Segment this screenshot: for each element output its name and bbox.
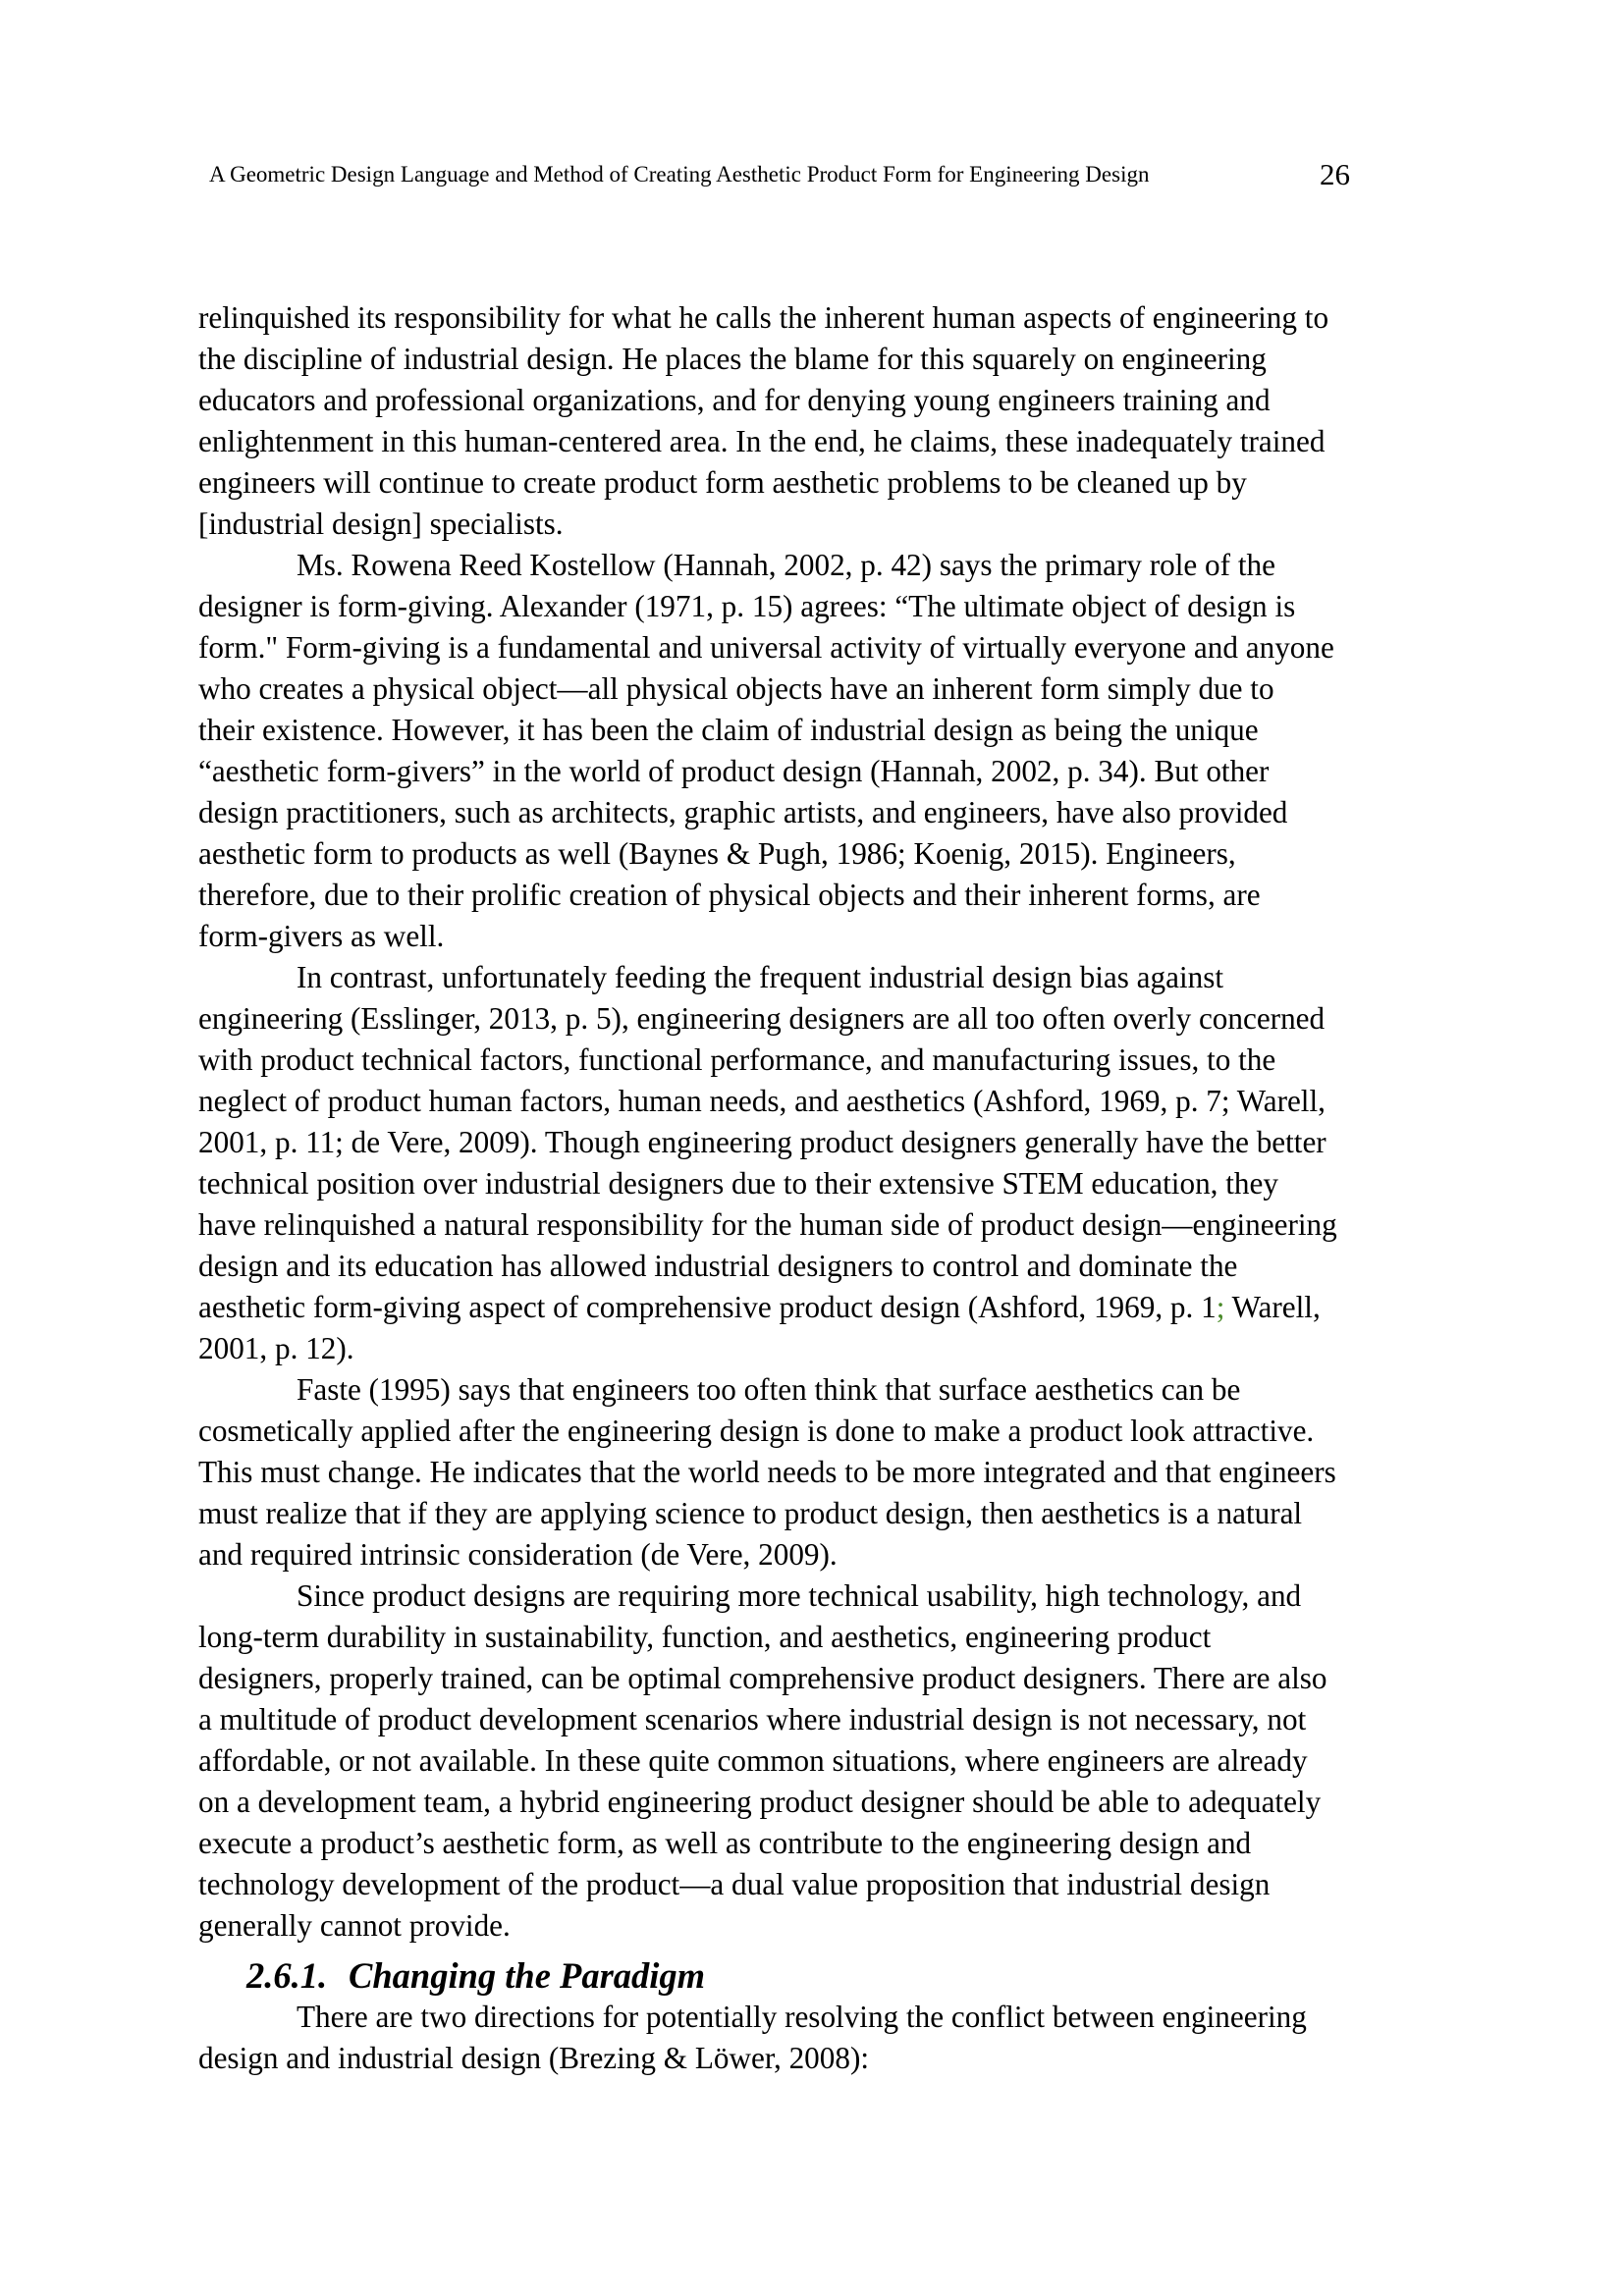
section-title: Changing the Paradigm	[349, 1955, 706, 1996]
paragraph-faste: Faste (1995) says that engineers too often think that surface aesthetics can be cosmetically applied after the engineering design is done to make a product look attractive. This must change. He indicates that the world needs to be more integrated and that engineers must realize that if they are applying science to product design, then aesthetics is a natural and required intrinsic consideration (de Vere, 2009).	[198, 1372, 1336, 1572]
paragraph-continuation: relinquished its responsibility for what he calls the inherent human aspects of engineering to the discipline of industrial design. He places the blame for this squarely on engineering educators and professional organizations, and for denying young engineers training and enlightenment in this human-centered area. In the end, he claims, these inadequately trained engineers will continue to create product form aesthetic problems to be cleaned up by [industrial design] specialists.	[198, 300, 1329, 541]
paragraph-text-end: Warell, 2001, p. 12).	[198, 1290, 1321, 1365]
paragraph-hybrid-designer: Since product designs are requiring more technical usability, high technology, and long-term durability in sustainability, function, and aesthetics, engineering product designers, properly trained, can be optimal comprehensive product designers. There are also a multitude of product development scenarios where industrial design is not necessary, not affordable, or not available. In these quite common situations, where engineers are already on a development team, a hybrid engineering product designer should be able to adequately execute a product’s aesthetic form, as well as contribute to the engineering design and technology development of the product—a dual value proposition that industrial design generally cannot provide.	[198, 1578, 1327, 1943]
running-title: A Geometric Design Language and Method of Creating Aesthetic Product Form for Engineering Design	[209, 162, 1150, 187]
page-number: 26	[1320, 157, 1350, 191]
highlighted-semicolon: ;	[1216, 1290, 1225, 1324]
paragraph-form-giving: Ms. Rowena Reed Kostellow (Hannah, 2002, p. 42) says the primary role of the designer is form-giving. Alexander (1971, p. 15) agrees: “The ultimate object of design is form." Form-giving is a fundamental and universal activity of virtually everyone and anyone who creates a physical object—all physical objects have an inherent form simply due to their existence. However, it has been the claim of industrial design as being the unique “aesthetic form-givers” in the world of product design (Hannah, 2002, p. 34). But other design practitioners, such as architects, graphic artists, and engineers, have also provided aesthetic form to products as well (Baynes & Pugh, 1986; Koenig, 2015). Engineers, therefore, due to their prolific creation of physical objects and their inherent forms, are form-givers as well.	[198, 548, 1334, 953]
section-number: 2.6.1.	[246, 1955, 328, 1996]
paragraph-two-directions: There are two directions for potentially resolving the conflict between engineering design and industrial design (Brezing & Löwer, 2008):	[198, 2000, 1307, 2075]
section-heading	[198, 1947, 1337, 1997]
paragraph-text: In contrast, unfortunately feeding the frequent industrial design bias against engineering (Esslinger, 2013, p. 5), engineering designers are all too often overly concerned with product technical factors, functional performance, and manufacturing issues, to the neglect of product human factors, human needs, and aesthetics (Ashford, 1969, p. 7; Warell, 2001, p. 11; de Vere, 2009). Though engineering product designers generally have the better technical position over industrial designers due to their extensive STEM education, they have relinquished a natural responsibility for the human side of product design—engineering design and its education has allowed industrial designers to control and dominate the aesthetic form-giving aspect of comprehensive product design (Ashford, 1969, p. 1	[198, 960, 1337, 1324]
paragraph-engineering-bias	[198, 957, 1337, 1369]
running-header	[209, 157, 1350, 196]
body-text	[198, 297, 1337, 2079]
